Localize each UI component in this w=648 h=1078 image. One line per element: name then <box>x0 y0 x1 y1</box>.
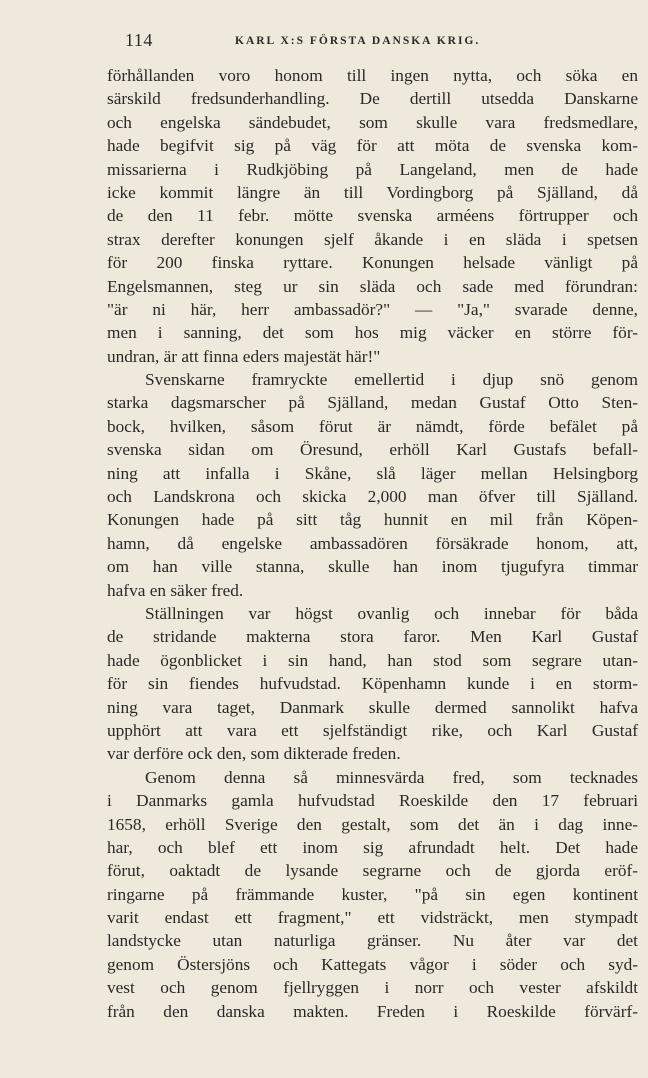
text-line: Konungen hade på sitt tåg hunnit en mil från Köpen- <box>107 510 638 530</box>
text-line: för 200 finska ryttare. Konungen helsade vänligt på <box>107 253 638 273</box>
text-line: strax derefter konungen sjelf åkande i en släda i spetsen <box>107 229 638 249</box>
text-line: undran, är att finna eders majestät här!" <box>107 346 381 366</box>
paragraph-start-line: Ställningen var högst ovanlig och innebar för båda <box>145 603 638 623</box>
text-line: från den danska makten. Freden i Roeskilde förvärf- <box>107 1001 638 1021</box>
text-line: upphört att vara ett sjelfständigt rike, och Karl Gustaf <box>107 720 638 740</box>
paragraph-start-line: Genom denna så minnesvärda fred, som tecknades <box>145 767 638 787</box>
text-line: missarierna i Rudkjöbing på Langeland, men de hade <box>107 159 638 179</box>
text-line: landstycke utan naturliga gränser. Nu åter var det <box>107 931 638 951</box>
text-line: vest och genom fjellryggen i norr och vester afskildt <box>107 978 638 998</box>
text-line: och engelska sändebudet, som skulle vara fredsmedlare, <box>107 112 638 132</box>
text-line: för sin fiendes hufvudstad. Köpenhamn kunde i en storm- <box>107 674 638 694</box>
text-line: förhållanden voro honom till ingen nytta, och söka en <box>107 66 638 85</box>
text-line: har, och blef ett inom sig afrundadt helt. Det hade <box>107 837 638 857</box>
text-line: var derföre ock den, som dikterade freden. <box>107 744 401 764</box>
text-line: i Danmarks gamla hufvudstad Roeskilde den 17 februari <box>107 791 638 811</box>
text-line: "är ni här, herr ambassadör?" — "Ja," svarade denne, <box>107 299 638 319</box>
text-line: förut, oaktadt de lysande segrarne och de gjorda eröf- <box>107 861 638 881</box>
paragraph-start-line: Svenskarne framryckte emellertid i djup snö genom <box>145 370 638 390</box>
text-line: om han ville stanna, skulle han inom tjugufyra timmar <box>107 557 638 577</box>
text-line: starka dagsmarscher på Själland, medan Gustaf Otto Sten- <box>107 393 638 413</box>
text-line: särskild fredsunderhandling. De dertill utsedda Danskarne <box>107 89 638 109</box>
text-line: och Landskrona och skicka 2,000 man öfver till Själland. <box>107 487 638 507</box>
text-line: icke kommit längre än till Vordingborg på Själland, då <box>107 182 638 202</box>
running-head: KARL X:S FÖRSTA DANSKA KRIG. <box>235 35 481 47</box>
text-line: bock, hvilken, såsom förut är nämdt, förde befälet på <box>107 416 638 436</box>
text-line: men i sanning, det som hos mig väcker en större för- <box>107 323 638 343</box>
text-line: ning att infalla i Skåne, slå läger mellan Helsingborg <box>107 463 638 483</box>
text-line: ning vara taget, Danmark skulle dermed sannolikt hafva <box>107 697 638 717</box>
text-line: de den 11 febr. mötte svenska arméens förtrupper och <box>107 206 638 226</box>
text-line: hade begifvit sig på väg för att möta de svenska kom- <box>107 136 638 156</box>
text-line: genom Östersjöns och Kattegats vågor i söder och syd- <box>107 954 638 974</box>
text-line: hafva en säker fred. <box>107 580 244 600</box>
text-line: 1658, erhöll Sverige den gestalt, som det än i dag inne- <box>107 814 638 834</box>
page-header <box>107 30 645 54</box>
text-line: Engelsmannen, steg ur sin släda och sade med förundran: <box>107 276 638 296</box>
page-number: 114 <box>125 30 153 50</box>
text-line: varit endast ett fragment," ett vidsträckt, men stympadt <box>107 908 638 928</box>
text-line: hade ögonblicket i sin hand, han stod som segrare utan- <box>107 650 638 670</box>
text-line: ringarne på främmande kuster, "på sin egen kontinent <box>107 884 638 904</box>
body-text <box>107 64 638 1023</box>
text-line: svenska sidan om Öresund, erhöll Karl Gustafs befall- <box>107 440 638 460</box>
text-line: hamn, då engelske ambassadören försäkrade honom, att, <box>107 533 638 553</box>
text-line: de stridande makterna stora faror. Men Karl Gustaf <box>107 627 638 647</box>
